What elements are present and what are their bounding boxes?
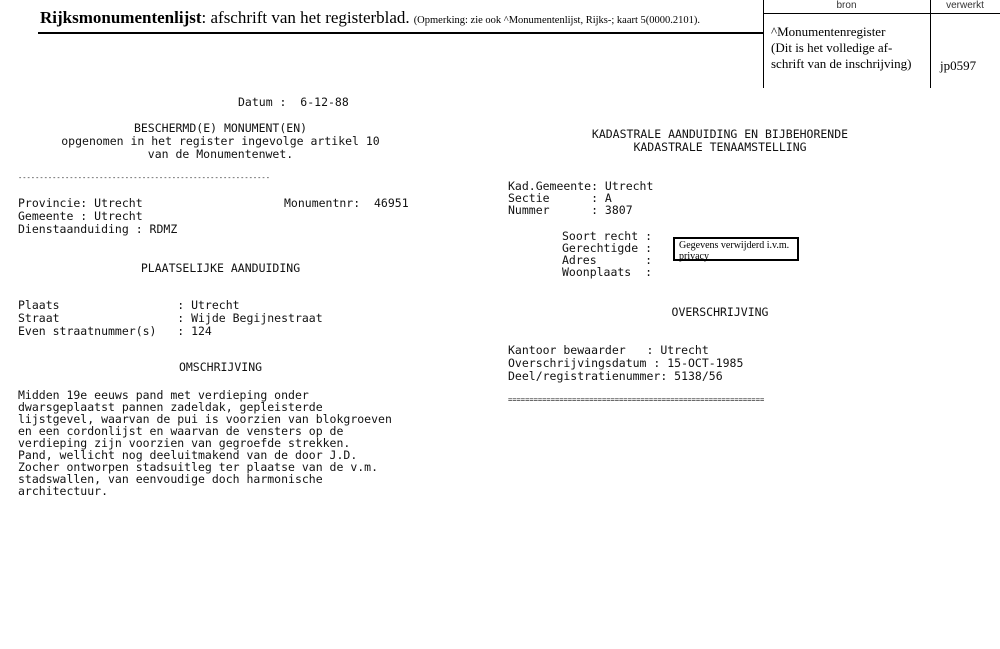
bron-label: bron (836, 0, 857, 11)
omschrijving-line: Zocher ontworpen stadsuitleg ter plaatse van de v.m. (18, 460, 379, 474)
even-straatnummers: Even straatnummer(s) : 124 (18, 324, 212, 338)
overschrijvingsdatum: Overschrijvingsdatum : 15-OCT-1985 (508, 356, 744, 370)
omschrijving-line: dwarsgeplaatst pannen zadeldak, gepleisterde (18, 400, 323, 414)
bron-line: schrift van de inschrijving) (771, 56, 912, 71)
verwerkt-value: jp0597 (940, 58, 977, 73)
omschrijving-line: verdieping zijn voorzien van gegroefde strekken. (18, 436, 351, 450)
omschrijving-line: en een cordonlijst en waarvan de vensters op de (18, 424, 344, 438)
omschrijving-line: Midden 19e eeuws pand met verdieping onder (18, 388, 309, 402)
source-box-header-line (763, 13, 1000, 14)
dienstaanduiding: Dienstaanduiding : RDMZ (18, 222, 178, 236)
bron-line: ^Monumentenregister (771, 24, 886, 39)
kadastrale-heading-1: KADASTRALE AANDUIDING EN BIJBEHORENDE (591, 127, 849, 141)
omschrijving-line: stadswallen, van eenvoudige doch harmonische (18, 472, 323, 486)
kad-gemeente: Kad.Gemeente: Utrecht (508, 179, 654, 193)
woonplaats: Woonplaats : (562, 265, 653, 279)
adres: Adres : (562, 253, 653, 267)
title-bold: Rijksmonumentenlijst (40, 8, 202, 27)
kadastrale-heading-2: KADASTRALE TENAAMSTELLING (633, 140, 807, 154)
overschrijving-heading: OVERSCHRIJVING (671, 305, 769, 319)
plaats: Plaats : Utrecht (18, 298, 240, 312)
document-title (40, 8, 700, 28)
dash-separator: ----------------------------------------------------------- (18, 173, 270, 182)
monumentnr: Monumentnr: 46951 (284, 196, 409, 210)
straat: Straat : Wijde Begijnestraat (18, 311, 323, 325)
heading-beschermd: BESCHERMD(E) MONUMENT(EN) (133, 121, 308, 135)
gerechtigde: Gerechtigde : (562, 241, 653, 255)
plaatselijke-heading: PLAATSELIJKE AANDUIDING (140, 261, 301, 275)
omschrijving-line: Pand, wellicht nog deeluitmakend van de door J.D. (18, 448, 358, 462)
heading-opgenomen: opgenomen in het register ingevolge artikel 10 (61, 134, 380, 148)
bron-text (771, 24, 931, 72)
soort-recht: Soort recht : (562, 229, 653, 243)
verwerkt-label: verwerkt (946, 0, 984, 11)
heading-monumentenwet: van de Monumentenwet. (147, 147, 294, 161)
gemeente: Gemeente : Utrecht (18, 209, 143, 223)
title-rest: : afschrift van het registerblad. (201, 8, 410, 27)
privacy-notice-box: Gegevens verwijderd i.v.m. privacy (673, 237, 799, 261)
provincie: Provincie: Utrecht (18, 196, 143, 210)
kantoor-bewaarder: Kantoor bewaarder : Utrecht (508, 343, 709, 357)
equals-separator: ============================================================ (508, 395, 765, 404)
deel-registratienummer: Deel/registratienummer: 5138/56 (508, 369, 723, 383)
datum: Datum : 6-12-88 (238, 95, 349, 109)
title-note: (Opmerking: zie ook ^Monumentenlijst, Rijks-; kaart 5(0000.2101). (413, 15, 701, 26)
sectie: Sectie : A (508, 191, 612, 205)
nummer: Nummer : 3807 (508, 203, 633, 217)
title-underline (38, 32, 763, 34)
omschrijving-heading: OMSCHRIJVING (178, 360, 263, 374)
bron-line: (Dit is het volledige af- (771, 40, 893, 55)
omschrijving-line: architectuur. (18, 484, 109, 498)
omschrijving-line: lijstgevel, waarvan de pui is voorzien van blokgroeven (18, 412, 392, 426)
